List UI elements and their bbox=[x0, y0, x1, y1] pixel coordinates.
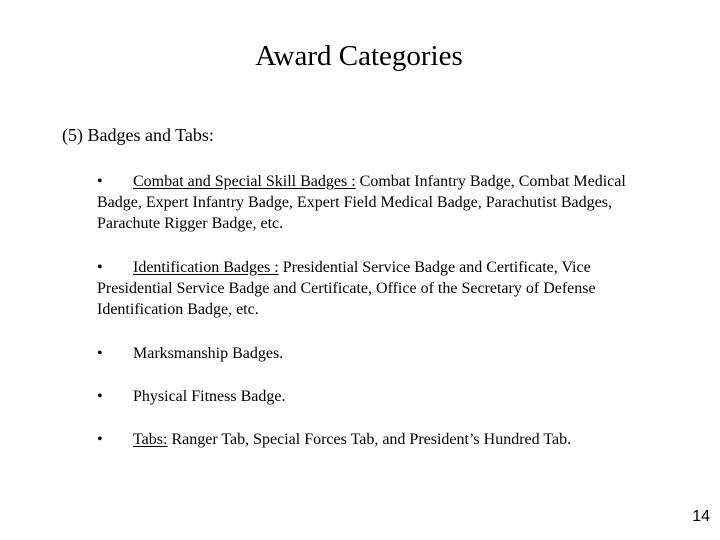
item-label: Tabs: bbox=[133, 431, 168, 448]
item-text: Ranger Tab, Special Forces Tab, and President’s Hundred Tab. bbox=[167, 431, 572, 448]
bullet-item-combat-badges bbox=[97, 171, 667, 234]
bullet-item-identification-badges bbox=[97, 257, 667, 320]
item-text: Presidential Service Badge and Certificate, Vice Presidential Service Badge and Certificate, Office of the Secretary of Defense Identification Badge, etc. bbox=[97, 259, 596, 318]
item-text: Physical Fitness Badge. bbox=[133, 388, 286, 405]
item-text: Combat Infantry Badge, Combat Medical Badge, Expert Infantry Badge, Expert Field Medical Badge, Parachutist Badges, Parachute Rigger Badge, etc. bbox=[97, 173, 626, 232]
bullet-item-marksmanship bbox=[97, 343, 667, 364]
bullet-icon: • bbox=[97, 431, 103, 448]
section-heading: (5) Badges and Tabs: bbox=[62, 125, 214, 145]
bullet-item-tabs bbox=[97, 429, 667, 450]
slide-title: Award Categories bbox=[255, 40, 463, 72]
item-text: Marksmanship Badges. bbox=[133, 345, 284, 362]
bullet-icon: • bbox=[97, 173, 103, 190]
item-label: Combat and Special Skill Badges : bbox=[133, 173, 356, 190]
page-number: 14 bbox=[692, 508, 710, 525]
bullet-icon: • bbox=[97, 345, 103, 362]
bullet-item-physical-fitness bbox=[97, 386, 667, 407]
bullet-icon: • bbox=[97, 388, 103, 405]
bullet-icon: • bbox=[97, 259, 103, 276]
item-label: Identification Badges : bbox=[133, 259, 279, 276]
